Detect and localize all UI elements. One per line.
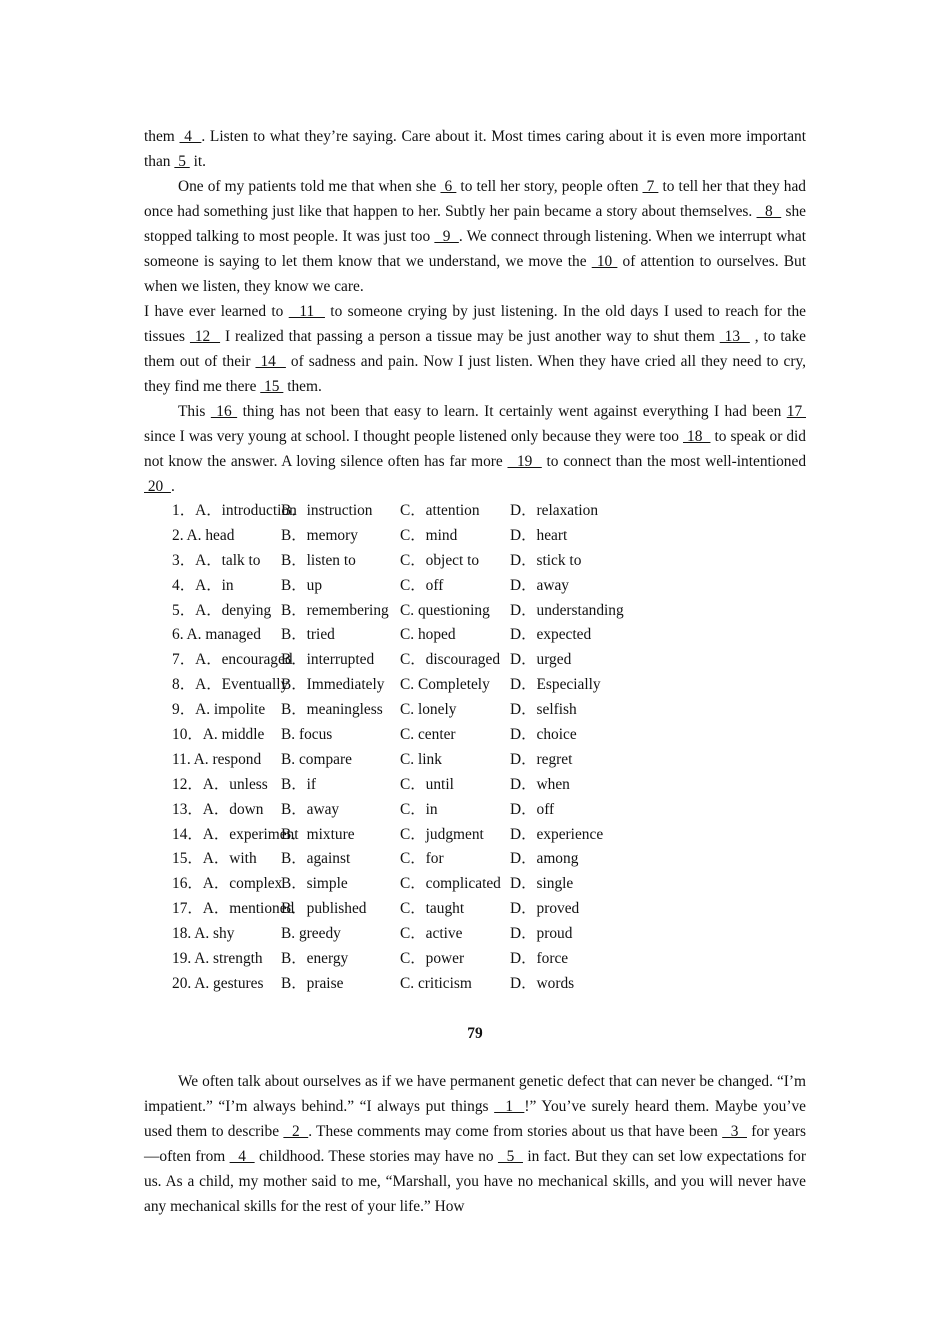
option-d: D．words	[510, 974, 575, 992]
option-b: B．instruction	[281, 502, 373, 519]
option-b: B. compare	[281, 750, 352, 768]
blank: 15	[260, 378, 284, 395]
blank: 3	[722, 1122, 747, 1140]
option-row	[172, 499, 806, 524]
option-c: C．in	[400, 800, 438, 818]
option-b: B. greedy	[281, 925, 341, 943]
option-row	[172, 723, 806, 748]
text-run: One of my patients told me that when she	[178, 178, 441, 195]
option-c: C. Completely	[400, 676, 490, 694]
text-run: to someone crying by just listening. In the old days I used to reach for the tissues	[144, 303, 807, 345]
option-row	[172, 922, 806, 947]
option-d: D．choice	[510, 726, 577, 744]
option-d: D．selfish	[510, 701, 577, 719]
option-a: 3．A．talk to	[172, 551, 261, 569]
option-c: C. link	[400, 750, 442, 768]
text-run: . These comments may come from stories about us that have been	[308, 1122, 723, 1140]
option-row	[172, 698, 806, 723]
option-d: D．among	[510, 850, 579, 868]
text-run: . Listen to what they’re saying. Care about it. Most times caring about it is even more important than	[144, 128, 807, 170]
text-run: to speak or did not know the answer. A loving silence often has far more	[144, 428, 806, 470]
option-a: 9．A. impolite	[172, 701, 266, 719]
option-b: B．energy	[281, 950, 349, 968]
option-b: B. focus	[281, 726, 333, 744]
option-row	[172, 972, 806, 997]
option-c: C．object to	[400, 551, 480, 569]
option-d: D．Especially	[510, 676, 601, 694]
option-d: D．urged	[510, 651, 572, 669]
option-b: B．memory	[281, 526, 358, 544]
text-run: This	[178, 403, 211, 420]
text-run: childhood. These stories may have no	[254, 1147, 498, 1165]
option-d: D．off	[510, 800, 555, 818]
option-d: D．proved	[510, 900, 580, 918]
text-run: of attention to ourselves. But when we listen, they know we care.	[144, 253, 806, 295]
option-a: 8．A．Eventually	[172, 676, 289, 694]
option-b: B．remembering	[281, 601, 389, 619]
blank: 9	[434, 228, 459, 245]
option-c: C．until	[400, 775, 454, 793]
option-c: C．complicated	[400, 875, 501, 893]
option-c: C. center	[400, 726, 456, 744]
option-d: D．heart	[510, 526, 568, 544]
text-run: since I was very young at school. I thought people listened only because they were too	[144, 428, 684, 445]
option-c: C．taught	[400, 900, 465, 918]
blank: 19	[507, 453, 542, 470]
blank: 2	[283, 1122, 309, 1140]
options-list	[172, 499, 806, 997]
option-a: 12．A．unless	[172, 775, 268, 793]
text-run: to tell her that they had once had something just like that happen to her. Subtly her pain became a story about themselves.	[144, 178, 806, 220]
option-row	[172, 599, 806, 624]
option-a: 7．A．encouraged	[172, 651, 293, 669]
option-c: C. criticism	[400, 974, 472, 992]
blank: 11	[288, 303, 325, 320]
blank: 14	[255, 353, 286, 370]
blank: 4	[179, 128, 202, 145]
blank: 5	[497, 1147, 523, 1165]
option-c: C．power	[400, 950, 465, 968]
option-d: D．force	[510, 950, 569, 968]
option-row	[172, 648, 806, 673]
option-d: D．single	[510, 875, 574, 893]
blank: 8	[756, 203, 782, 220]
option-row	[172, 673, 806, 698]
option-d: D．stick to	[510, 551, 582, 569]
option-a: 10．A. middle	[172, 726, 265, 744]
option-a: 18. A. shy	[172, 925, 235, 943]
option-d: D．relaxation	[510, 502, 599, 519]
option-c: C．attention	[400, 502, 480, 519]
text-run: !” You’ve surely heard them. Maybe you’ve used them to describe	[144, 1097, 806, 1140]
option-a: 11. A. respond	[172, 750, 262, 768]
blank: 17	[786, 403, 806, 420]
option-d: D．experience	[510, 825, 604, 843]
blank: 6	[440, 178, 457, 195]
text-run: them	[144, 128, 180, 145]
text-run: I realized that passing a person a tissue may be just another way to shut them	[220, 328, 720, 345]
text-run: them.	[283, 378, 322, 395]
option-row	[172, 897, 806, 922]
option-c: C．active	[400, 925, 463, 943]
option-c: C．discouraged	[400, 651, 501, 669]
option-a: 16．A．complex	[172, 875, 283, 893]
blank: 10	[591, 253, 618, 270]
option-b: B．meaningless	[281, 701, 383, 719]
option-b: B．away	[281, 800, 340, 818]
option-row	[172, 947, 806, 972]
option-a: 17．A．mentioned	[172, 900, 295, 918]
text-run: of sadness and pain. Now I just listen. When they have cried all they need to cry, they find me there	[144, 353, 807, 395]
option-a: 19. A. strength	[172, 950, 263, 968]
option-c: C．for	[400, 850, 444, 868]
option-row	[172, 773, 806, 798]
blank: 7	[642, 178, 659, 195]
blank: 4	[229, 1147, 255, 1165]
option-b: B．Immediately	[281, 676, 385, 694]
option-b: B．against	[281, 850, 351, 868]
passage2-para1	[144, 1069, 806, 1219]
document-page	[144, 124, 806, 1219]
option-a: 6. A. managed	[172, 626, 261, 644]
option-row	[172, 798, 806, 823]
option-row	[172, 847, 806, 872]
option-row	[172, 574, 806, 599]
text-run: We often talk about ourselves as if we have permanent genetic defect that can never be changed. “I’m impatient.” “I’m always behind.” “I always put things	[144, 1072, 806, 1115]
blank: 20	[144, 478, 171, 495]
text-run: to connect than the most well-intentioned	[541, 453, 807, 470]
text-run: to tell her story, people often	[456, 178, 643, 195]
option-a: 1．A．introduction	[172, 502, 297, 519]
blank: 1	[494, 1097, 525, 1115]
option-b: B．praise	[281, 974, 344, 992]
option-a: 13．A．down	[172, 800, 264, 818]
option-b: B．tried	[281, 626, 335, 644]
text-run: she stopped talking to most people. It was just too	[144, 203, 806, 245]
option-a: 2. A. head	[172, 526, 235, 544]
option-c: C．judgment	[400, 825, 484, 843]
option-row	[172, 549, 806, 574]
option-b: B．if	[281, 775, 317, 793]
option-d: D．when	[510, 775, 570, 793]
option-a: 20. A. gestures	[172, 974, 264, 992]
option-row	[172, 872, 806, 897]
option-c: C. questioning	[400, 601, 490, 619]
option-b: B．mixture	[281, 825, 355, 843]
text-run: thing has not been that easy to learn. It certainly went against everything I had been	[237, 403, 787, 420]
option-b: B．up	[281, 576, 323, 594]
option-b: B．listen to	[281, 551, 356, 569]
passage1-para4	[144, 399, 806, 499]
option-row	[172, 823, 806, 848]
option-b: B．interrupted	[281, 651, 375, 669]
option-d: D．proud	[510, 925, 573, 943]
option-a: 4．A．in	[172, 576, 234, 594]
option-c: C．mind	[400, 526, 458, 544]
blank: 13	[719, 328, 750, 345]
option-a: 15．A．with	[172, 850, 257, 868]
option-row	[172, 524, 806, 549]
section-number: 79	[467, 1024, 483, 1042]
text-run: .	[170, 478, 175, 495]
option-d: D．understanding	[510, 601, 624, 619]
blank: 16	[210, 403, 238, 420]
option-row	[172, 748, 806, 773]
option-b: B．simple	[281, 875, 348, 893]
text-run: , to take them out of their	[144, 328, 806, 370]
option-c: C. lonely	[400, 701, 457, 719]
blank: 12	[189, 328, 221, 345]
option-d: D．expected	[510, 626, 592, 644]
blank: 18	[683, 428, 711, 445]
passage1-para2	[144, 174, 806, 299]
text-run: it.	[189, 153, 206, 170]
option-b: B．published	[281, 900, 367, 918]
passage1-para3	[144, 299, 806, 399]
option-c: C. hoped	[400, 626, 456, 644]
text-run: I have ever learned to	[144, 303, 289, 320]
option-d: D．regret	[510, 750, 573, 768]
option-a: 5．A．denying	[172, 601, 272, 619]
option-d: D．away	[510, 576, 569, 594]
text-run: . We connect through listening. When we interrupt what someone is saying to let them know that we understand, we move the	[144, 228, 806, 270]
text-run: in fact. But they can set low expectations for us. As a child, my mother said to me, “Marshall, you have no mechanical skills, and you will never have any mechanical skills for the rest of your life.” How	[144, 1147, 806, 1215]
blank: 5	[174, 153, 190, 170]
option-c: C．off	[400, 576, 444, 594]
option-row	[172, 623, 806, 648]
text-run: for years—often from	[144, 1122, 806, 1165]
option-a: 14．A．experiment	[172, 825, 299, 843]
passage1-para1	[144, 124, 806, 174]
